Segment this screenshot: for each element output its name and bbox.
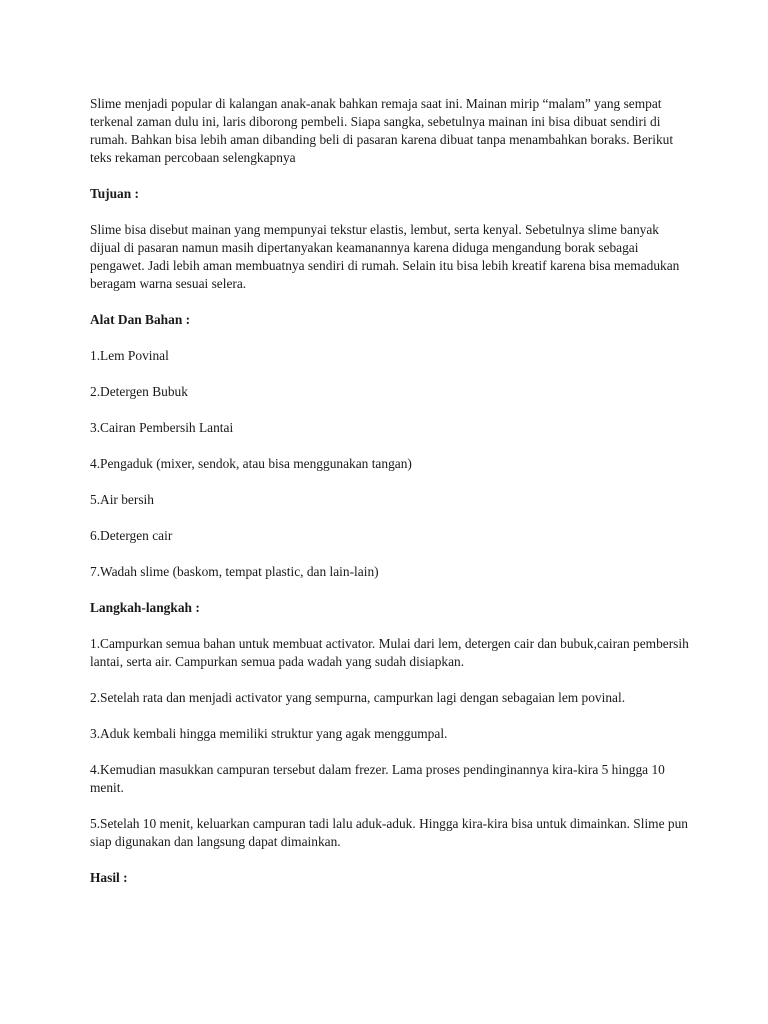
alat-item: 5.Air bersih (90, 492, 154, 507)
langkah-item: 5.Setelah 10 menit, keluarkan campuran tadi lalu aduk-aduk. Hingga kira-kira bisa untuk dimainkan. Slime pun siap digunakan dan langsung dapat dimainkan. (90, 816, 688, 849)
intro-paragraph: Slime menjadi popular di kalangan anak-anak bahkan remaja saat ini. Mainan mirip “malam” yang sempat terkenal zaman dulu ini, laris diborong pembeli. Siapa sangka, sebetulnya mainan ini bisa dibuat sendiri di rumah. Bahkan bisa lebih aman dibanding beli di pasaran karena dibuat tanpa menambahkan boraks. Berikut teks rekaman percobaan selengkapnya (90, 96, 674, 165)
langkah-heading: Langkah-langkah : (90, 600, 200, 615)
hasil-heading: Hasil : (90, 870, 128, 885)
alat-item: 4.Pengaduk (mixer, sendok, atau bisa menggunakan tangan) (90, 456, 412, 471)
tujuan-heading: Tujuan : (90, 186, 140, 201)
tujuan-paragraph: Slime bisa disebut mainan yang mempunyai tekstur elastis, lembut, serta kenyal. Sebetulnya slime banyak dijual di pasaran namun masih dipertanyakan keamanannya karena diduga mengandung borak sebagai pengawet. Jadi lebih aman membuatnya sendiri di rumah. Selain itu bisa lebih kreatif karena bisa memadukan beragam warna sesuai selera. (90, 222, 680, 291)
document-body (90, 95, 690, 905)
alat-item: 3.Cairan Pembersih Lantai (90, 420, 234, 435)
langkah-item: 2.Setelah rata dan menjadi activator yang sempurna, campurkan lagi dengan sebagaian lem povinal. (90, 690, 626, 705)
langkah-item: 4.Kemudian masukkan campuran tersebut dalam frezer. Lama proses pendinginannya kira-kira 5 hingga 10 menit. (90, 762, 665, 795)
alat-item: 6.Detergen cair (90, 528, 173, 543)
alat-item: 1.Lem Povinal (90, 348, 169, 363)
alat-item: 7.Wadah slime (baskom, tempat plastic, dan lain-lain) (90, 564, 379, 579)
langkah-item: 1.Campurkan semua bahan untuk membuat activator. Mulai dari lem, detergen cair dan bubuk,cairan pembersih lantai, serta air. Campurkan semua pada wadah yang sudah disiapkan. (90, 636, 689, 669)
alat-item: 2.Detergen Bubuk (90, 384, 188, 399)
alat-heading: Alat Dan Bahan : (90, 312, 191, 327)
langkah-item: 3.Aduk kembali hingga memiliki struktur yang agak menggumpal. (90, 726, 448, 741)
